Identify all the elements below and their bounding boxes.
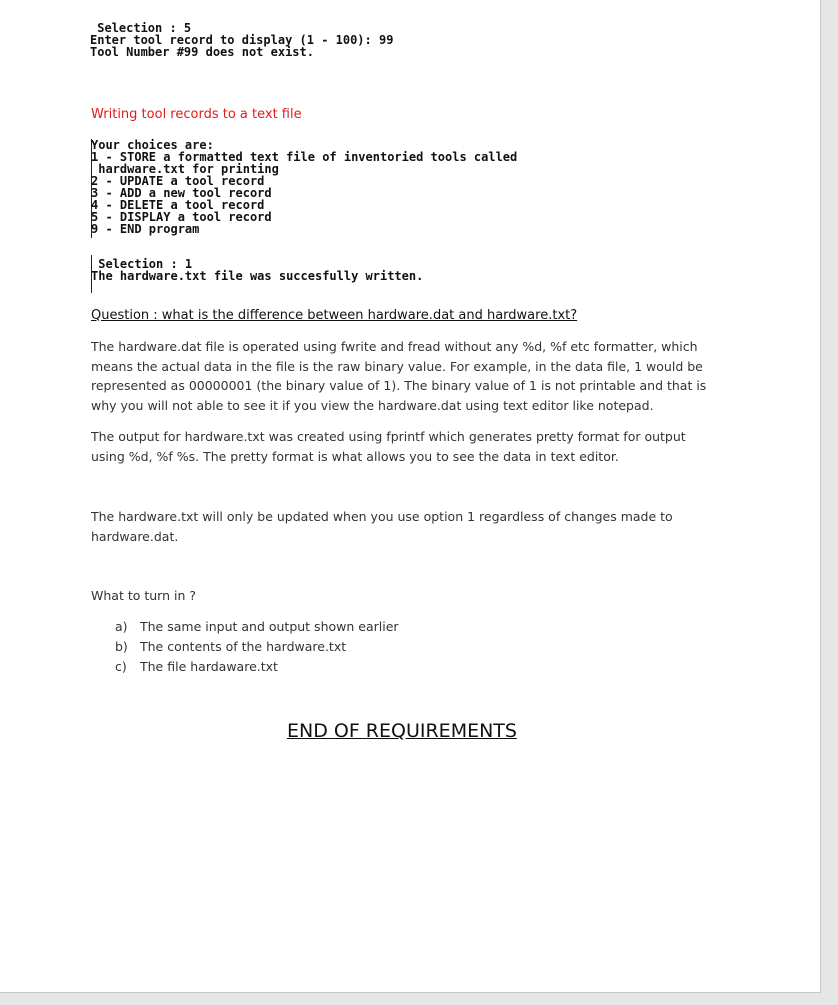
- console-line: 1 - STORE a formatted text file of inventoried tools called: [91, 150, 518, 164]
- list-item: [115, 616, 399, 636]
- list-item-text: The file hardaware.txt: [140, 658, 278, 674]
- end-of-requirements: END OF REQUIREMENTS: [287, 720, 517, 742]
- console-line: hardware.txt for printing: [91, 162, 279, 176]
- console-line: 9 - END program: [91, 222, 200, 236]
- console-line: Your choices are:: [91, 138, 214, 152]
- list-item-letter: c): [115, 658, 127, 674]
- console-line: 2 - UPDATE a tool record: [91, 174, 265, 188]
- turn-in-list: [115, 616, 399, 676]
- paragraph-fprintf-explanation: The output for hardware.txt was created using fprintf which generates pretty format for output using %d, %f %s. The pretty format is what allows you to see the data in text editor.: [91, 429, 686, 464]
- list-item-text: The contents of the hardware.txt: [140, 638, 347, 654]
- console-line: Tool Number #99 does not exist.: [90, 45, 314, 59]
- console-line: 4 - DELETE a tool record: [91, 198, 265, 212]
- question-heading: Question : what is the difference between hardware.dat and hardware.txt?: [91, 308, 578, 323]
- console-line: Selection : 1: [91, 257, 193, 271]
- list-item-text: The same input and output shown earlier: [140, 618, 399, 634]
- paragraph-update-note: The hardware.txt will only be updated when you use option 1 regardless of changes made to hardware.dat.: [91, 509, 673, 544]
- list-item-letter: b): [115, 638, 128, 654]
- console-line: 3 - ADD a new tool record: [91, 186, 272, 200]
- console-line: Selection : 5: [90, 21, 192, 35]
- section-heading: Writing tool records to a text file: [91, 107, 302, 122]
- console-line: The hardware.txt file was succesfully written.: [91, 269, 424, 283]
- console-line: 5 - DISPLAY a tool record: [91, 210, 272, 224]
- list-item: [115, 656, 399, 676]
- list-item: [115, 636, 399, 656]
- paragraph-binary-explanation: The hardware.dat file is operated using fwrite and fread without any %d, %f etc formatter, which means the actual data in the file is the raw binary value. For example, in the data file, 1 would be represented as 00000001 (the binary value of 1). The binary value of 1 is not printable and that is why you will not able to see it if you view the hardware.dat using text editor like notepad.: [91, 339, 707, 413]
- console-line: Enter tool record to display (1 - 100): 99: [90, 33, 394, 47]
- list-item-letter: a): [115, 618, 128, 634]
- turn-in-title: What to turn in ?: [91, 588, 196, 603]
